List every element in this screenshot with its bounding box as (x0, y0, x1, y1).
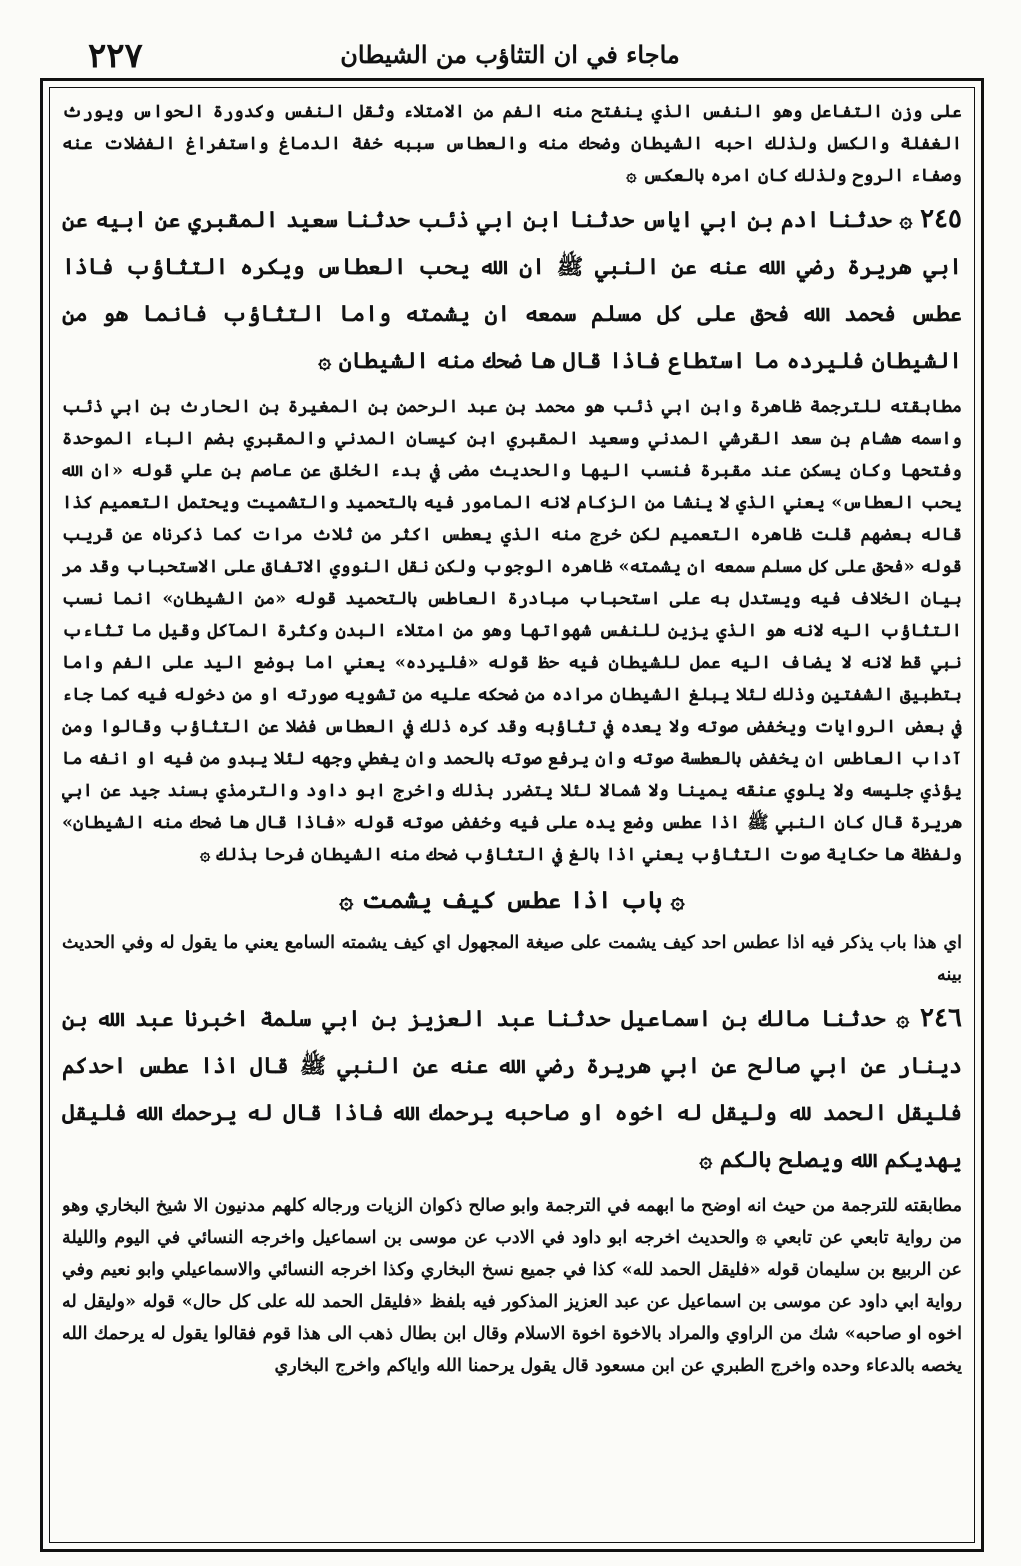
hadith-text: ادم بن ابي اياس حدثنا ابن ابي ذئب حدثنا سعيد المقبري عن ابيه عن ابي هريرة رضي الله عنه عن النبي ﷺ ان الله يحب العطاس ويكره التثاؤب فاذا عطس فحمد الله فحق على كل مسلم سمعه ان يشمته واما التثاؤب فانما هو من الشيطان فليرده ما استطاع فاذا قال ها ضحك منه الشيطان ۞ (62, 207, 962, 374)
intro-paragraph: على وزن التفاعل وهو النفس الذي ينفتح منه الفم من الامتلاء وثقل النفس وكدورة الحواس ويورث الغفلة والكسل ولذلك احبه الشيطان وضحك منه والعطاس سببه خفة الدماغ واستفراغ الفضلات عنه وصفاء الروح ولذلك كان امره بالعكس ۞ (62, 101, 962, 186)
running-title: ماجاء في ان التثاؤب من الشيطان (340, 40, 680, 69)
page-header (40, 36, 980, 76)
hadith-246 (62, 995, 962, 1184)
hadith-text: مالك بن اسماعيل حدثنا عبد العزيز بن ابي سلمة اخبرنا عبد الله بن دينار عن ابي صالح عن ابي هريرة رضي الله عنه عن النبي ﷺ قال اذا عطس احدكم فليقل الحمد لله وليقل له اخوه او صاحبه يرحمك الله فاذا قال له يرحمك الله فليقل يهديكم الله ويصلح بالكم ۞ (62, 1006, 962, 1173)
hadith-opener: ۞ حدثنا (821, 1006, 910, 1032)
hadith-opener: ۞ حدثنا (827, 207, 913, 233)
commentary-245: مطابقته للترجمة ظاهرة وابن ابي ذئب هو محمد بن عبد الرحمن بن المغيرة بن الحارث بن ابي ذئب واسمه هشام بن سعد القرشي المدني وسعيد المقبري ابن كيسان المدني والمقبري بضم الباء الموحدة وفتحها وكان يسكن عند مقبرة فنسب اليها والحديث مضى في بدء الخلق عن عاصم بن علي قوله «ان الله يحب العطاس» يعني الذي لا ينشا من الزكام لانه المامور فيه بالتحميد والتشميت ويحتمل التعميم كذا قاله بعضهم قلت ظاهره التعميم لكن خرج منه الذي يعطس اكثر من ثلاث مرات كما ذكرناه عن قريب قوله «فحق على كل مسلم سمعه ان يشمته» ظاهره الوجوب ولكن نقل النووي الاتفاق على الاستحباب وقد مر بيان الخلاف فيه ويستدل به على استحباب مبادرة العاطس بالتحميد قوله «من الشيطان» انما نسب التثاؤب اليه لانه هو الذي يزين للنفس شهواتها وهو من امتلاء البدن وكثرة المآكل وقيل ما تثاءب نبي قط لانه لا يضاف اليه عمل للشيطان فيه حظ قوله «فليرده» يعني اما بوضع اليد على الفم واما بتطبيق الشفتين وذلك لئلا يبلغ الشيطان مراده من ضحكه عليه من تشويه صورته او من دخوله فيه كما جاء في بعض الروايات ويخفض صوته ولا يعده في تثاؤبه وقد كره ذلك في العطاس فضلا عن التثاؤب وقالوا ومن آداب العاطس ان يخفض بالعطسة صوته وان يرفع صوته بالحمد وان يغطي وجهه لئلا يبدو من فيه او انفه ما يؤذي جليسه ولا يلوي عنقه يمينا ولا شمالا لئلا يتضرر بذلك واخرج ابو داود والترمذي بسند جيد عن ابي هريرة قال كان النبي ﷺ اذا عطس وضع يده على فيه وخفض صوته قوله «فاذا قال ها ضحك منه الشيطان» ولفظة ها حكاية صوت التثاؤب يعني اذا بالغ في التثاؤب ضحك منه الشيطان فرحا بذلك ۞ (62, 396, 962, 865)
hadith-245 (62, 196, 962, 385)
chapter-intro: اي هذا باب يذكر فيه اذا عطس احد كيف يشمت على صيغة المجهول اي كيف يشمته السامع يعني ما يقول له وفي الحديث بينه (62, 932, 962, 985)
hadith-number: ٢٤٦ (920, 1003, 962, 1033)
page-number: ٢٢٧ (88, 36, 143, 76)
chapter-heading: ۞ باب اذا عطس كيف يشمت ۞ (339, 885, 685, 914)
page-body (62, 96, 962, 1536)
hadith-number: ٢٤٥ (920, 204, 962, 234)
commentary-246: مطابقته للترجمة من حيث انه اوضح ما ابهمه في الترجمة وابو صالح ذكوان الزيات ورجاله كلهم مدنيون الا شيخ البخاري وهو من رواية تابعي عن تابعي ۞ والحديث اخرجه ابو داود في الادب عن موسى بن اسماعيل واخرجه النسائي في اليوم والليلة عن الربيع بن سليمان قوله «فليقل الحمد لله» كذا في جميع نسخ البخاري وكذا اخرجه النسائي والاسماعيلي وابو نعيم وفي رواية ابي داود عن موسى بن اسماعيل عن عبد العزيز المذكور فيه بلفظ «فليقل الحمد لله على كل حال» قوله «وليقل له اخوه او صاحبه» شك من الراوي والمراد بالاخوة اخوة الاسلام وقال ابن بطال ذهب الى هذا قوم فقالوا يقول له يرحمك الله يخصه بالدعاء وحده واخرج الطبري عن ابن مسعود قال يقول يرحمنا الله واياكم واخرج البخاري (62, 1195, 962, 1376)
